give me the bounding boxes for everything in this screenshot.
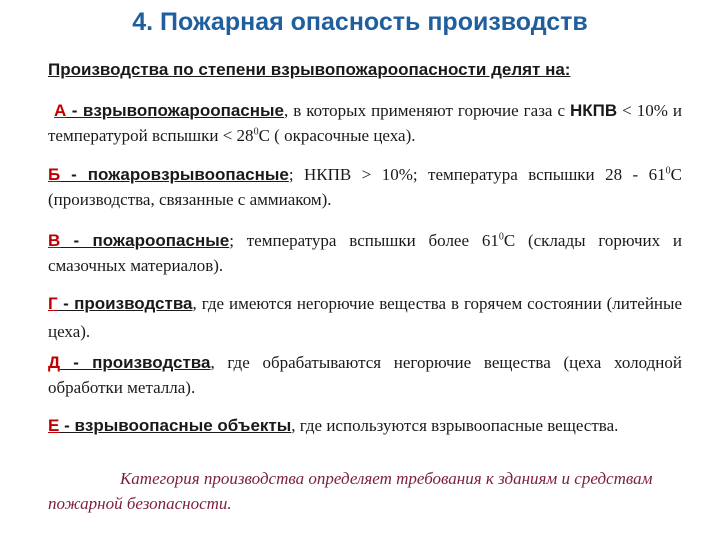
page-title: 4. Пожарная опасность производств — [132, 8, 588, 36]
category-term: - пожаровзрывоопасные — [60, 165, 289, 184]
category-letter: В — [48, 231, 61, 250]
category-item-v — [48, 228, 682, 278]
category-item-g — [48, 290, 682, 346]
category-text: , где используются взрывоопасные вещества. — [291, 416, 619, 435]
category-bold-text: НКПВ — [570, 101, 618, 120]
degree-sup: 0 — [498, 231, 504, 243]
category-term: - взрывопожароопасные — [66, 101, 285, 120]
category-text: С (производства, связанные с аммиаком). — [48, 165, 682, 209]
category-letter: А — [54, 101, 67, 120]
category-letter: Е — [48, 416, 60, 435]
category-text: , где имеются негорючие вещества в горячем состоянии (литейные цеха). — [48, 294, 682, 341]
conclusion-note: Категория производства определяет требования к зданиям и средствам пожарной безопасности. — [48, 469, 653, 513]
category-term: - взрывоопасные объекты — [59, 416, 292, 435]
degree-sup: 0 — [665, 165, 671, 177]
category-term: - пожароопасные — [60, 231, 230, 250]
category-item-a — [48, 98, 682, 148]
degree-sup: 0 — [253, 126, 259, 138]
category-text: , где обрабатываются негорючие вещества (цеха холодной обработки металла). — [48, 353, 683, 397]
category-letter: Г — [48, 294, 58, 313]
category-item-e — [48, 413, 682, 438]
category-term: - производства — [57, 294, 193, 313]
category-text: ; НКПВ > 10%; температура вспышки 28 - 61 — [288, 165, 666, 184]
category-item-b — [48, 162, 682, 212]
category-term: - производства — [60, 353, 211, 372]
category-text: С ( окрасочные цеха). — [258, 126, 416, 145]
category-text: С (склады горючих и смазочных материалов). — [48, 231, 682, 275]
section-subtitle: Производства по степени взрывопожароопасности делят на: — [48, 60, 571, 79]
category-text: ; температура вспышки более 61 — [229, 231, 499, 250]
category-text: , в которых применяют горючие газа с — [284, 101, 570, 120]
category-letter: Б — [48, 165, 61, 184]
category-item-d — [48, 350, 682, 400]
category-text: < 10% и температурой вспышки < 28 — [48, 101, 682, 145]
category-letter: Д — [48, 353, 61, 372]
